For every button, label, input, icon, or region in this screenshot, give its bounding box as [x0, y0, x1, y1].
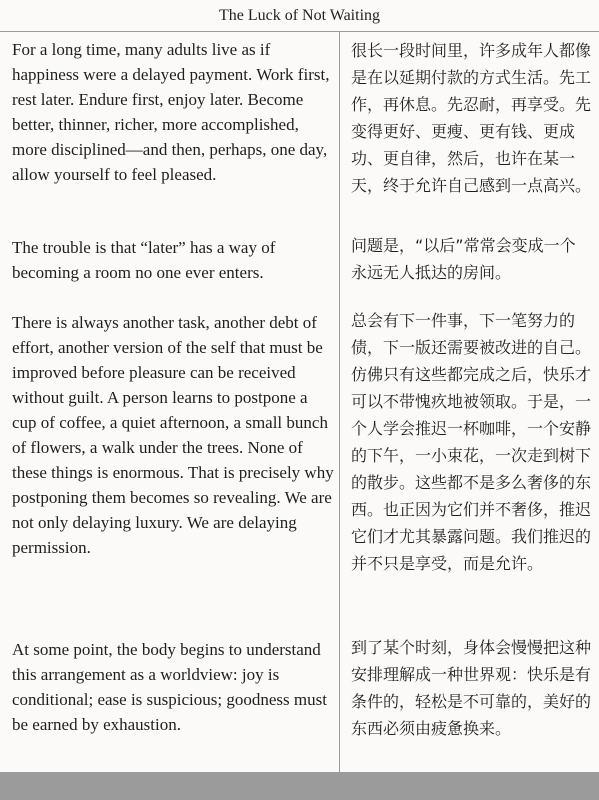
column-divider [339, 32, 340, 772]
bottom-bar [0, 772, 599, 800]
page-header [0, 0, 599, 32]
english-paragraph-1: For a long time, many adults live as if happiness were a delayed payment. Work first, rest later. Endure first, enjoy later. Become better, thinner, richer, more accomplished, more disciplined—and then, perhaps, one day, allow yourself to feel pleased. [12, 40, 330, 184]
chinese-paragraph-1: 很长一段时间里，许多成年人都像是在以延期付款的方式生活。先工作，再休息。先忍耐，再享受。先变得更好、更瘦、更有钱、更成功、更自律，然后，也许在某一天，终于允许自己感到一点高兴。 [351, 41, 592, 195]
chinese-paragraph-4: 到了某个时刻，身体会慢慢把这种安排理解成一种世界观：快乐是有条件的，轻松是不可靠的，美好的东西必须由疲惫换来。 [351, 638, 592, 738]
english-paragraph-4: At some point, the body begins to understand this arrangement as a worldview: joy is conditional; ease is suspicious; goodness must be earned by exhaustion. [12, 640, 327, 734]
english-paragraph-2: The trouble is that “later” has a way of becoming a room no one ever enters. [12, 238, 276, 282]
english-paragraph-3: There is always another task, another debt of effort, another version of the self that must be improved before pleasure can be received without guilt. A person learns to postpone a cup of coffee, a quiet afternoon, a small bunch of flowers, a walk under the trees. None of these things is enormous. That is precisely why postponing them becomes so revealing. We are not only delaying luxury. We are delaying permission. [12, 313, 334, 557]
chinese-paragraph-3: 总会有下一件事，下一笔努力的债，下一版还需要被改进的自己。仿佛只有这些都完成之后，快乐才可以不带愧疚地被领取。于是，一个人学会推迟一杯咖啡，一个安静的下午，一小束花，一次走到树下的散步。这些都不是多么奢侈的东西。也正因为它们并不奢侈，推迟它们才尤其暴露问题。我们推迟的并不只是享受，而是允许。 [351, 311, 592, 573]
page-title: The Luck of Not Waiting [218, 7, 381, 24]
chinese-paragraph-2: 问题是，“以后”常常会变成一个永远无人抵达的房间。 [351, 236, 576, 282]
